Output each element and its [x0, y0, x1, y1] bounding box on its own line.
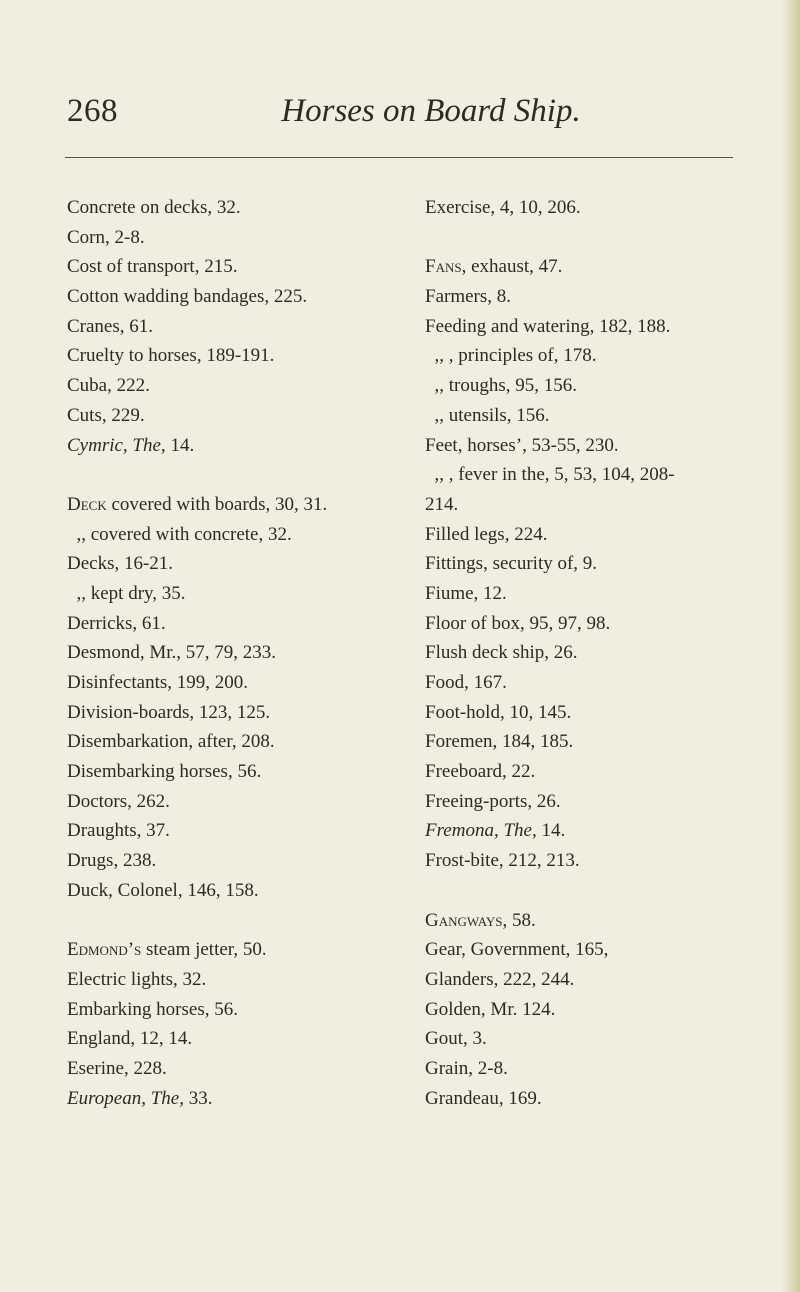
- index-entry-pages: , exhaust, 47.: [461, 256, 563, 278]
- index-entry: Grandeau, 169.: [425, 1087, 542, 1109]
- index-entry: Cranes, 61.: [67, 315, 154, 337]
- index-entry: Gout, 3.: [425, 1028, 487, 1050]
- section-gap: [67, 906, 407, 936]
- index-entry: Freeboard, 22.: [425, 761, 536, 783]
- index-entry-ship-name: Fremona, The,: [425, 820, 537, 842]
- index-entry: [67, 431, 407, 461]
- index-entry: ,, , principles of, 178.: [425, 345, 597, 367]
- index-entry: Electric lights, 32.: [67, 968, 207, 990]
- section-gap: [425, 876, 785, 906]
- index-entry: Disinfectants, 199, 200.: [67, 672, 249, 693]
- index-entry: Foremen, 184, 185.: [425, 731, 574, 753]
- index-entry: Doctors, 262.: [67, 790, 170, 812]
- index-entry: Exercise, 4, 10, 206.: [425, 197, 581, 218]
- index-entry-heading: Edmond’s: [67, 939, 142, 961]
- index-entry: Cuba, 222.: [67, 375, 150, 397]
- index-entry: Derricks, 61.: [67, 612, 166, 634]
- index-entry: [67, 935, 407, 965]
- index-entry: Draughts, 37.: [67, 820, 170, 842]
- index-entry-ship-name: Cymric, The,: [67, 434, 166, 456]
- index-entry: Division-boards, 123, 125.: [67, 701, 271, 723]
- index-entry: ,, utensils, 156.: [425, 404, 550, 426]
- index-entry: ,, kept dry, 35.: [67, 582, 186, 604]
- index-entry: Fittings, security of, 9.: [425, 553, 598, 575]
- index-entry: Corn, 2-8.: [67, 226, 145, 248]
- index-entry: Frost-bite, 212, 213.: [425, 850, 580, 872]
- index-entry: Flush deck ship, 26.: [425, 642, 578, 664]
- section-gap: [425, 223, 785, 253]
- running-title: Horses on Board Ship.: [281, 93, 581, 129]
- index-entry: Desmond, Mr., 57, 79, 233.: [67, 642, 276, 664]
- index-entry: Duck, Colonel, 146, 158.: [67, 879, 259, 901]
- index-entry: Disembarkation, after, 208.: [67, 731, 275, 753]
- index-entry-pages: , 58.: [502, 909, 536, 931]
- index-entry-pages: covered with boards, 30, 31.: [106, 493, 328, 515]
- index-entry: [67, 1084, 407, 1114]
- index-entry: ,, troughs, 95, 156.: [425, 375, 577, 397]
- index-entry-heading: Deck: [67, 493, 107, 515]
- index-entry: England, 12, 14.: [67, 1028, 193, 1050]
- index-entry: Filled legs, 224.: [425, 523, 548, 545]
- index-entry: [67, 490, 407, 520]
- index-entry: Fiume, 12.: [425, 582, 507, 604]
- index-entry: Grain, 2-8.: [425, 1057, 508, 1079]
- index-entry-heading: Fans: [425, 256, 462, 278]
- page-number: 268: [67, 93, 118, 129]
- index-column-left: [67, 193, 407, 1113]
- index-entry: Feet, horses’, 53-55, 230.: [425, 434, 619, 456]
- index-entry: Cotton wadding bandages, 225.: [67, 286, 308, 308]
- index-entry: 214.: [425, 493, 459, 515]
- index-entry: [425, 252, 785, 282]
- index-entry: [425, 816, 785, 846]
- index-entry: Decks, 16-21.: [67, 553, 174, 575]
- index-entry: Farmers, 8.: [425, 286, 512, 308]
- index-entry-ship-name: European, The,: [67, 1087, 184, 1109]
- index-entry: Cruelty to horses, 189-191.: [67, 345, 275, 367]
- index-entry: Embarking horses, 56.: [67, 998, 238, 1020]
- index-entry: Floor of box, 95, 97, 98.: [425, 612, 611, 634]
- index-entry: Disembarking horses, 56.: [67, 761, 262, 783]
- index-column-right: [425, 193, 785, 1113]
- index-entry: Cost of transport, 215.: [67, 256, 238, 278]
- index-entry-pages: 14.: [536, 820, 566, 842]
- index-entry: Cuts, 229.: [67, 404, 145, 426]
- index-entry: Food, 167.: [425, 672, 507, 693]
- index-entry: ,, , fever in the, 5, 53, 104, 208-: [425, 464, 675, 486]
- header-rule: [65, 157, 733, 158]
- page-header: [0, 93, 800, 143]
- index-entry: [425, 906, 785, 936]
- index-entry: Golden, Mr. 124.: [425, 998, 556, 1020]
- index-entry: Glanders, 222, 244.: [425, 968, 575, 990]
- index-entry: Gear, Government, 165,: [425, 939, 609, 961]
- section-gap: [67, 460, 407, 490]
- index-entry: Foot-hold, 10, 145.: [425, 701, 572, 723]
- index-entry-pages: 14.: [165, 434, 195, 456]
- index-entry-pages: steam jetter, 50.: [141, 939, 267, 961]
- index-entry: ,, covered with concrete, 32.: [67, 523, 292, 545]
- index-entry-pages: 33.: [183, 1087, 213, 1109]
- index-entry: Eserine, 228.: [67, 1057, 167, 1079]
- index-entry: Concrete on decks, 32.: [67, 197, 241, 218]
- index-entry: Freeing-ports, 26.: [425, 790, 561, 812]
- index-entry: Drugs, 238.: [67, 850, 157, 872]
- index-entry: Feeding and watering, 182, 188.: [425, 315, 671, 337]
- index-entry-heading: Gangways: [425, 909, 503, 931]
